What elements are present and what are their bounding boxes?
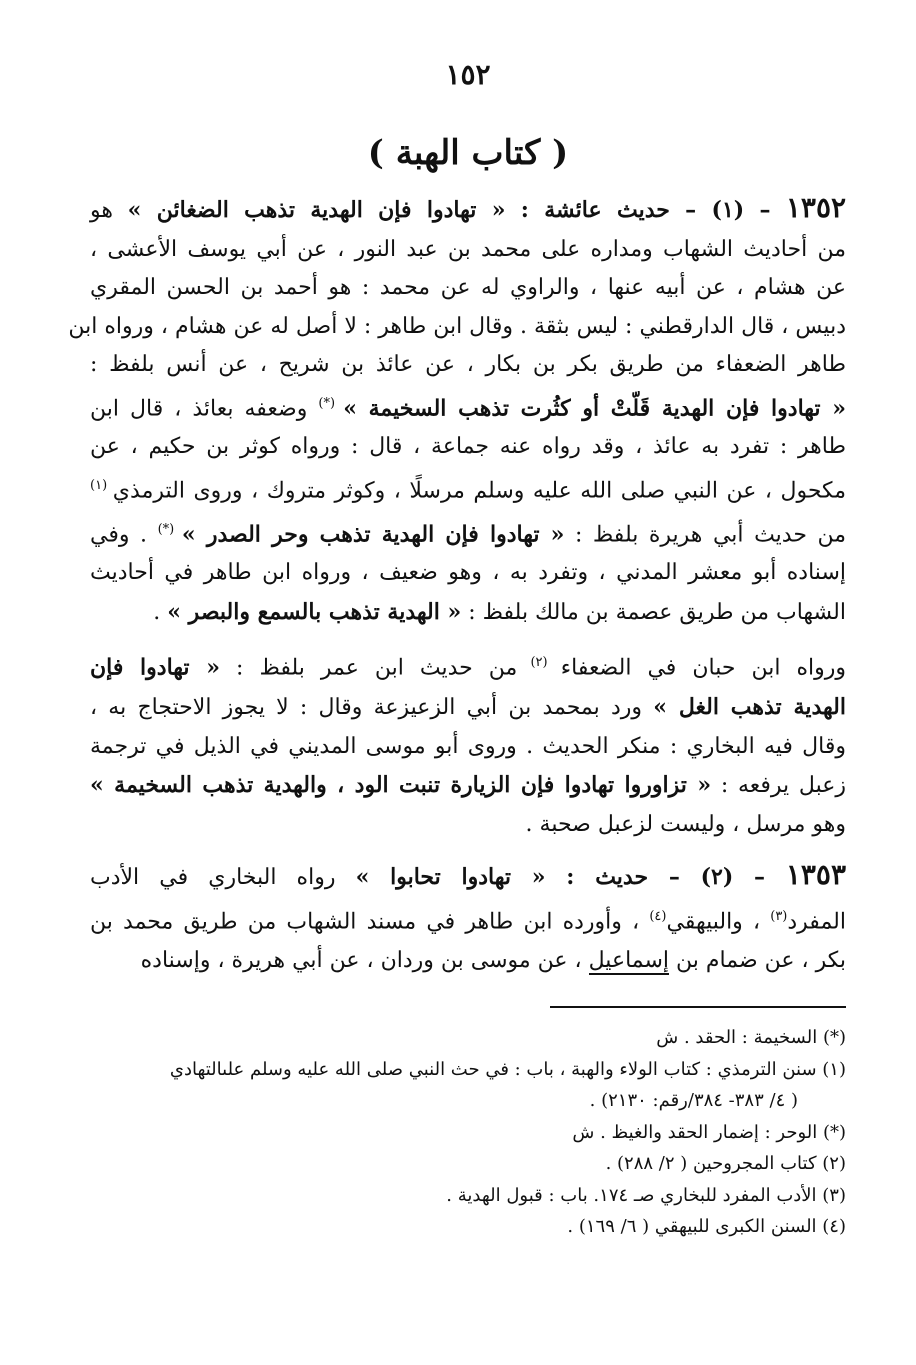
text-line: [90, 856, 846, 898]
text-segment: « تهادوا فإن: [90, 654, 220, 681]
text-line: [90, 942, 846, 981]
hadith-number: ١٣٥٣: [785, 858, 846, 892]
text-line: [90, 269, 846, 308]
text-segment: هو: [90, 198, 128, 223]
text-segment: إسناده أبو معشر المدني ، وتفرد به ، وهو ضعيف ، ورواه ابن طاهر في أحاديث: [90, 560, 846, 586]
text-segment: مكحول ، عن النبي صلى الله عليه وسلم مرسلًا ، وكوثر متروك ، وروى الترمذي: [112, 478, 846, 504]
text-line: [90, 806, 846, 845]
text-segment: وهو مرسل ، وليست لزعبل صحبة .: [525, 811, 846, 837]
text-line: [90, 428, 846, 467]
text-line: [90, 385, 846, 429]
text-segment: المفرد: [787, 909, 846, 935]
text-line: [68, 308, 846, 347]
text-segment: ورد بمحمد بن أبي الزعيزعة وقال : لا يجوز الاحتجاج به ،: [90, 695, 654, 721]
text-segment: « تهادوا فإن الهدية قَلّتْ أو كثُرت تذهب السخيمة »: [343, 394, 846, 421]
page-number: ١٥٢: [445, 58, 491, 91]
text-line: [90, 898, 846, 942]
chapter-title: ( كتاب الهبة ): [367, 133, 569, 173]
text-segment: طاهر الضعفاء من طريق بكر بن بكار ، عن عائذ بن شريح ، عن أنس بلفظ :: [90, 352, 846, 377]
text-segment: عن هشام ، عن أبيه عنها ، والراوي له عن محمد : هو أحمد بن الحسن المقري: [90, 275, 846, 300]
footnote-reference: (*): [318, 395, 344, 411]
hadith-entry-1352-continuation: [90, 644, 846, 844]
text-segment: وضعفه بعائذ ، قال ابن: [90, 395, 319, 421]
text-segment: – (٢) – حديث : « تهادوا تحابوا »: [355, 864, 786, 891]
footnote-reference: (٣): [770, 908, 788, 924]
hadith-number: ١٣٥٢: [785, 191, 847, 224]
text-line: [90, 231, 846, 270]
footnote-reference: (١): [90, 477, 113, 493]
text-segment: بكر ، عن ضمام بن: [669, 947, 846, 973]
footnote: (٣) الأدب المفرد للبخاري صـ ١٧٤. باب : قبول الهدية .: [446, 1184, 846, 1206]
text-segment: طاهر : تفرد به عائذ ، وقد رواه عنه جماعة ، قال : ورواه كوثر بن حكيم ، عن: [90, 434, 846, 460]
text-line: [90, 554, 846, 593]
text-segment: .: [153, 599, 168, 625]
footnote: (*) الوحر : إضمار الحقد والغيظ . ش: [572, 1121, 846, 1143]
text-segment: رواه البخاري في الأدب: [90, 865, 356, 891]
hadith-entry-1353: [90, 856, 846, 980]
text-segment: ، وأورده ابن طاهر في مسند الشهاب من طريق محمد بن: [90, 909, 650, 935]
footnote-divider: [550, 1006, 846, 1008]
text-line: [90, 189, 846, 231]
text-line: [90, 593, 846, 633]
text-segment: من حديث ابن عمر بلفظ :: [220, 655, 518, 681]
text-segment: من حديث أبي هريرة بلفظ :: [564, 521, 847, 547]
text-segment: ، عن موسى بن وردان ، عن أبي هريرة ، وإسناده: [140, 947, 589, 973]
text-segment: ، والبيهقي: [666, 909, 771, 935]
text-line: [90, 346, 846, 385]
text-segment: « تزاوروا تهادوا فإن الزيارة تنبت الود ، والهدية تذهب السخيمة »: [90, 772, 712, 799]
hadith-entries: [68, 189, 847, 980]
text-line: [90, 511, 846, 555]
text-segment: الهدية تذهب الغل »: [653, 694, 846, 721]
footnote: ( ٤/ ٣٨٣- ٣٨٤/رقم: ٢١٣٠) .: [589, 1090, 798, 1112]
text-segment: وقال فيه البخاري : منكر الحديث . وروى أبو موسى المديني في الذيل في ترجمة: [90, 733, 846, 759]
text-line: [90, 644, 846, 688]
footnote-reference: (٢): [517, 655, 561, 671]
text-segment: « تهادوا فإن الهدية تذهب وحر الصدر »: [181, 520, 565, 547]
footnote: (٢) كتاب المجروحين ( ٢/ ٢٨٨) .: [605, 1153, 846, 1175]
text-segment: دبيس ، قال الدارقطني : ليس بثقة . وقال ابن طاهر : لا أصل له عن هشام ، ورواه ابن: [68, 313, 846, 339]
hadith-entry-1352: [68, 189, 847, 632]
text-segment: ورواه ابن حبان في الضعفاء: [560, 655, 846, 681]
text-segment: . وفي: [90, 521, 158, 547]
footnote-reference: (*): [157, 521, 182, 537]
text-line: [90, 688, 846, 728]
text-segment: – (١) – حديث عائشة : « تهادوا فإن الهدية تذهب الضغائن »: [127, 197, 786, 223]
footnote: (٤) السنن الكبرى للبيهقي ( ٦/ ١٦٩) .: [567, 1216, 846, 1238]
text-segment: الشهاب من طريق عصمة بن مالك بلفظ :: [461, 599, 846, 625]
text-segment: « الهدية تذهب بالسمع والبصر »: [167, 598, 462, 625]
text-line: [90, 766, 846, 806]
footnote: (*) السخيمة : الحقد . ش: [656, 1027, 846, 1049]
text-segment: من أحاديث الشهاب ومداره على محمد بن عبد النور ، عن أبي يوسف الأعشى ،: [90, 236, 846, 262]
footnote-reference: (٤): [649, 908, 667, 924]
text-line: [90, 467, 846, 511]
footnotes: [90, 1022, 846, 1243]
text-segment: زعبل يرفعه :: [711, 773, 846, 799]
text-segment: إسماعيل: [588, 947, 670, 973]
text-line: [90, 728, 846, 767]
footnote: (١) سنن الترمذي : كتاب الولاء والهبة ، باب : في حث النبي صلى الله عليه وسلم علىالتهادي: [169, 1058, 846, 1080]
